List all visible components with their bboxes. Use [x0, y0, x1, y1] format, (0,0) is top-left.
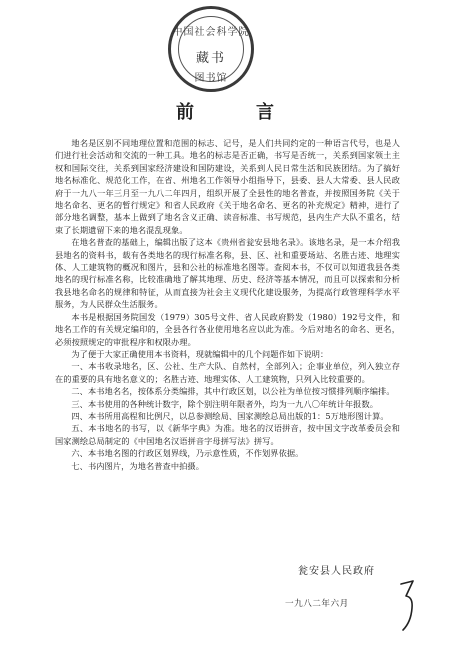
signature: 瓮安县人民政府: [298, 566, 375, 577]
paragraph-directory: 在地名普查的基础上，编辑出版了这本《贵州省瓮安县地名录》。该地名录，是一本介绍我县地名的资料书，载有各类地名的现行标准名称，县、区、社和重要场站、名胜古迹、地理实体、人工建筑物的概况和图片，县和公社的标准地名图等。查阅本书，不仅可以知道我县各类地名的现行标准名称，比较准确地了解其地理、历史、经济等基本情况，而且可以探索和分析我县地名命名的规律和特征，从而直接为社会主义现代化建设服务，为提高行政管理科学水平服务，为人民群众生活服务。: [55, 237, 400, 310]
handwritten-mark-icon: [397, 578, 421, 634]
note-item-4: 四、本书所用高程和比例尺，以总参测绘局、国家测绘总局出版的1：5万地形图计算。: [71, 410, 389, 421]
issue-date: 一九八二年六月: [285, 599, 349, 609]
note-item-1: 一、本书收录地名，区、公社、生产大队、自然村，全部列入；企事业单位，列入独立存在的重要的具有地名意义的；名胜古迹、地理实体、人工建筑物，只列入比较重要的。: [55, 361, 400, 384]
preface-body: [55, 137, 400, 472]
stamp-top-text: 中国社会科学院: [172, 27, 250, 38]
note-item-5: 五、本书地名的书写，以《新华字典》为准。地名的汉语拼音，按中国文字改革委员会和国家测绘总局制定的《中国地名汉语拼音字母拼写法》拼写。: [55, 423, 400, 446]
note-item-2: 二、本书地名名，按体系分类编排，其中行政区划，以公社为单位按习惯排列顺序编排。: [71, 386, 395, 397]
note-item-6: 六、本书地名图的行政区划界线，乃示意性质，不作划界依据。: [71, 448, 304, 459]
library-stamp: [168, 6, 254, 92]
paragraph-basis: 本书是根据国务院国发（1979）305号文件、省人民政府黔发（1980）192号文件，和地名工作的有关规定编印的，全县各行各业使用地名应以此为准。今后对地名的命名、更名，必须按照规定的审批程序和权限办理。: [55, 311, 400, 347]
paragraph-intro: 地名是区别不同地理位置和范围的标志、记号，是人们共同约定的一种语言代号，也是人们进行社会活动和交流的一种工具。地名的标志是否正确，书写是否统一，关系到国家领土主权和国际交往，关系到国家经济建设和国防建设，关系到人民日常生活和民族团结。为了搞好地名标准化、规范化工作，在省、州地名工作领导小组指导下，县委、县人大常委、县人民政府于一九八一年三月至一九八二年四月，组织开展了全县性的地名普查，并按照国务院《关于地名命名、更名的暂行规定》和省人民政府《关于地名命名、更名的补充规定》精神，进行了部分地名调整，基本上做到了地名含义正确、读音标准、书写规范，县内生产大队不重名，结束了长期遗留下来的地名混乱现象。: [55, 138, 400, 235]
page-title: 前 言: [176, 102, 296, 123]
paragraph-notes-lead: 为了便于大家正确使用本书资料，现就编辑中的几个问题作如下说明：: [71, 348, 329, 359]
note-item-7: 七、书内图片，为地名普查中拍摄。: [71, 460, 204, 471]
stamp-middle-text: 藏书: [195, 51, 226, 66]
note-item-3: 三、本书使用的各种统计数字，除个别注明年限者外，均为一九八〇年统计年报数。: [71, 398, 379, 409]
stamp-bottom-text: 图书馆: [194, 73, 228, 84]
